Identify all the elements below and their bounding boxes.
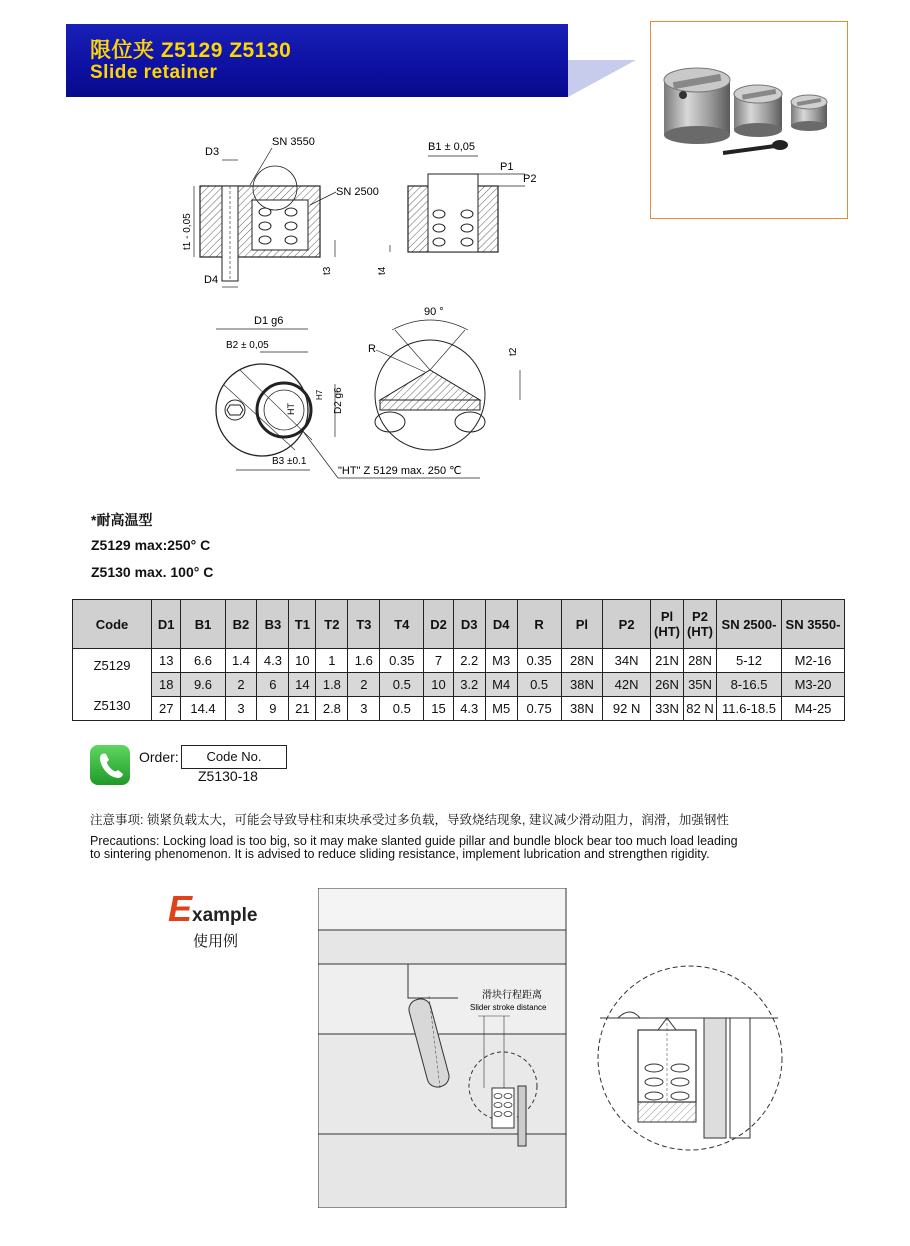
label-ht: HT	[286, 403, 296, 415]
label-t4: t4	[377, 266, 388, 275]
table-cell: 34N	[603, 649, 651, 673]
code-no-box: Code No.	[181, 745, 287, 769]
code-cell	[73, 649, 152, 721]
table-cell: 3	[348, 697, 380, 721]
col-p2-ht: P2 (HT)	[684, 600, 717, 649]
table-cell: 13	[152, 649, 181, 673]
table-cell: 0.5	[380, 673, 424, 697]
label-angle: 90 °	[424, 306, 444, 318]
table-cell: 0.75	[517, 697, 561, 721]
table-cell: M5	[485, 697, 517, 721]
table-cell: 6	[257, 673, 289, 697]
col-sn3550: SN 3550-	[782, 600, 845, 649]
table-cell: 28N	[684, 649, 717, 673]
table-cell: 27	[152, 697, 181, 721]
table-cell: 21N	[651, 649, 684, 673]
label-t2: t2	[508, 347, 519, 356]
col-b1: B1	[181, 600, 225, 649]
phone-glyph	[90, 745, 130, 785]
col-t4: T4	[380, 600, 424, 649]
label-b1: B1 ± 0,05	[428, 141, 476, 153]
code-z5130: Z5130	[93, 697, 131, 713]
table-cell: 2.8	[316, 697, 348, 721]
col-b2: B2	[225, 600, 257, 649]
z5129-max-temp: Z5129 max:250° C	[91, 537, 211, 553]
table-cell: 2	[348, 673, 380, 697]
code-z5129: Z5129	[93, 657, 131, 673]
table-cell: 82 N	[684, 697, 717, 721]
table-row	[73, 673, 845, 697]
col-r: R	[517, 600, 561, 649]
label-b2: B2 ± 0,05	[226, 340, 269, 351]
table-cell: 3.2	[453, 673, 485, 697]
label-b3: B3 ±0.1	[272, 456, 307, 467]
label-ht-note: "HT" Z 5129 max. 250 ℃	[338, 465, 462, 477]
table-row	[73, 649, 845, 673]
table-cell: 2.2	[453, 649, 485, 673]
z5130-max-temp: Z5130 max. 100° C	[91, 564, 214, 580]
col-d3: D3	[453, 600, 485, 649]
table-row	[73, 697, 845, 721]
example-initial: E	[168, 888, 193, 929]
col-sn2500: SN 2500-	[717, 600, 782, 649]
col-p2: P2	[603, 600, 651, 649]
table-cell: 1.6	[348, 649, 380, 673]
title-en: Slide retainer	[90, 62, 218, 83]
col-pl-ht: Pl (HT)	[651, 600, 684, 649]
table-cell: 15	[424, 697, 453, 721]
table-cell: 38N	[561, 673, 603, 697]
product-photo	[650, 21, 848, 219]
spec-table	[72, 599, 845, 721]
detail-view	[368, 306, 520, 450]
label-d4: D4	[204, 274, 219, 286]
example-rest: xample	[192, 905, 258, 926]
table-cell: 21	[289, 697, 316, 721]
label-d3: D3	[205, 146, 220, 158]
side-section-view	[182, 136, 379, 287]
table-cell: 1	[316, 649, 348, 673]
table-cell: 1.4	[225, 649, 257, 673]
table-cell: 2	[225, 673, 257, 697]
label-t3: t3	[322, 266, 333, 275]
stroke-label-cn: 滑块行程距离	[482, 990, 542, 1001]
order-code-example: Z5130-18	[198, 768, 258, 784]
table-cell: 26N	[651, 673, 684, 697]
col-t3: T3	[348, 600, 380, 649]
label-sn3550: SN 3550	[272, 136, 315, 148]
col-t1: T1	[289, 600, 316, 649]
table-cell: 7	[424, 649, 453, 673]
front-section-view	[377, 141, 536, 275]
label-d1: D1 g6	[254, 315, 284, 327]
table-cell: M4-25	[782, 697, 845, 721]
table-cell: 0.5	[517, 673, 561, 697]
table-cell: M2-16	[782, 649, 845, 673]
label-p2: P2	[523, 173, 537, 185]
table-cell: 14	[289, 673, 316, 697]
title-cn: 限位夹 Z5129 Z5130	[90, 39, 292, 62]
phone-icon	[90, 745, 130, 785]
table-cell: 0.35	[517, 649, 561, 673]
table-cell: 0.5	[380, 697, 424, 721]
example-cn: 使用例	[193, 933, 239, 950]
stroke-label-en: Slider stroke distance	[470, 1003, 547, 1012]
col-t2: T2	[316, 600, 348, 649]
table-cell: M3	[485, 649, 517, 673]
technical-drawings	[180, 130, 550, 490]
table-header-row	[73, 600, 845, 649]
label-p1: P1	[500, 161, 514, 173]
table-cell: 10	[424, 673, 453, 697]
table-cell: 38N	[561, 697, 603, 721]
precautions-en-line1: Precautions: Locking load is too big, so it may make slanted guide pillar and bundle block bear too much load leading	[90, 834, 738, 848]
label-h7: H7	[315, 389, 324, 400]
table-cell: 1.8	[316, 673, 348, 697]
table-cell: M4	[485, 673, 517, 697]
table-cell: 10	[289, 649, 316, 673]
table-cell: 0.35	[380, 649, 424, 673]
precautions-en-line2: to sintering phenomenon. It is advised to reduce sliding resistance, implement lubrication and strengthen rigidity.	[90, 847, 710, 861]
col-pl: Pl	[561, 600, 603, 649]
label-sn2500: SN 2500	[336, 186, 379, 198]
order-label: Order:	[139, 749, 179, 765]
col-d1: D1	[152, 600, 181, 649]
table-cell: 6.6	[181, 649, 225, 673]
table-cell: 4.3	[453, 697, 485, 721]
table-cell: 35N	[684, 673, 717, 697]
table-cell: 3	[225, 697, 257, 721]
table-cell: 28N	[561, 649, 603, 673]
heat-type-label: *耐高温型	[91, 512, 153, 528]
label-r: R	[368, 343, 376, 355]
col-b3: B3	[257, 600, 289, 649]
col-d2: D2	[424, 600, 453, 649]
precautions-cn: 注意事项: 锁紧负载太大，可能会导致导柱和束块承受过多负载，导致烧结现象, 建议减少滑动阻力，润滑，加强钢性	[90, 813, 729, 827]
table-cell: M3-20	[782, 673, 845, 697]
table-cell: 9.6	[181, 673, 225, 697]
label-t1: t1 - 0,05	[182, 213, 193, 250]
table-cell: 5-12	[717, 649, 782, 673]
table-cell: 33N	[651, 697, 684, 721]
table-cell: 9	[257, 697, 289, 721]
example-title	[168, 888, 258, 930]
product-photo-image	[651, 22, 847, 218]
table-cell: 11.6-18.5	[717, 697, 782, 721]
table-cell: 18	[152, 673, 181, 697]
table-cell: 8-16.5	[717, 673, 782, 697]
example-drawing	[318, 888, 788, 1208]
banner-tail	[568, 60, 638, 100]
table-cell: 92 N	[603, 697, 651, 721]
title-banner	[66, 24, 568, 97]
table-cell: 42N	[603, 673, 651, 697]
label-d2: D2 g6	[333, 387, 344, 414]
table-cell: 14.4	[181, 697, 225, 721]
table-cell: 4.3	[257, 649, 289, 673]
col-d4: D4	[485, 600, 517, 649]
col-code: Code	[73, 600, 152, 649]
